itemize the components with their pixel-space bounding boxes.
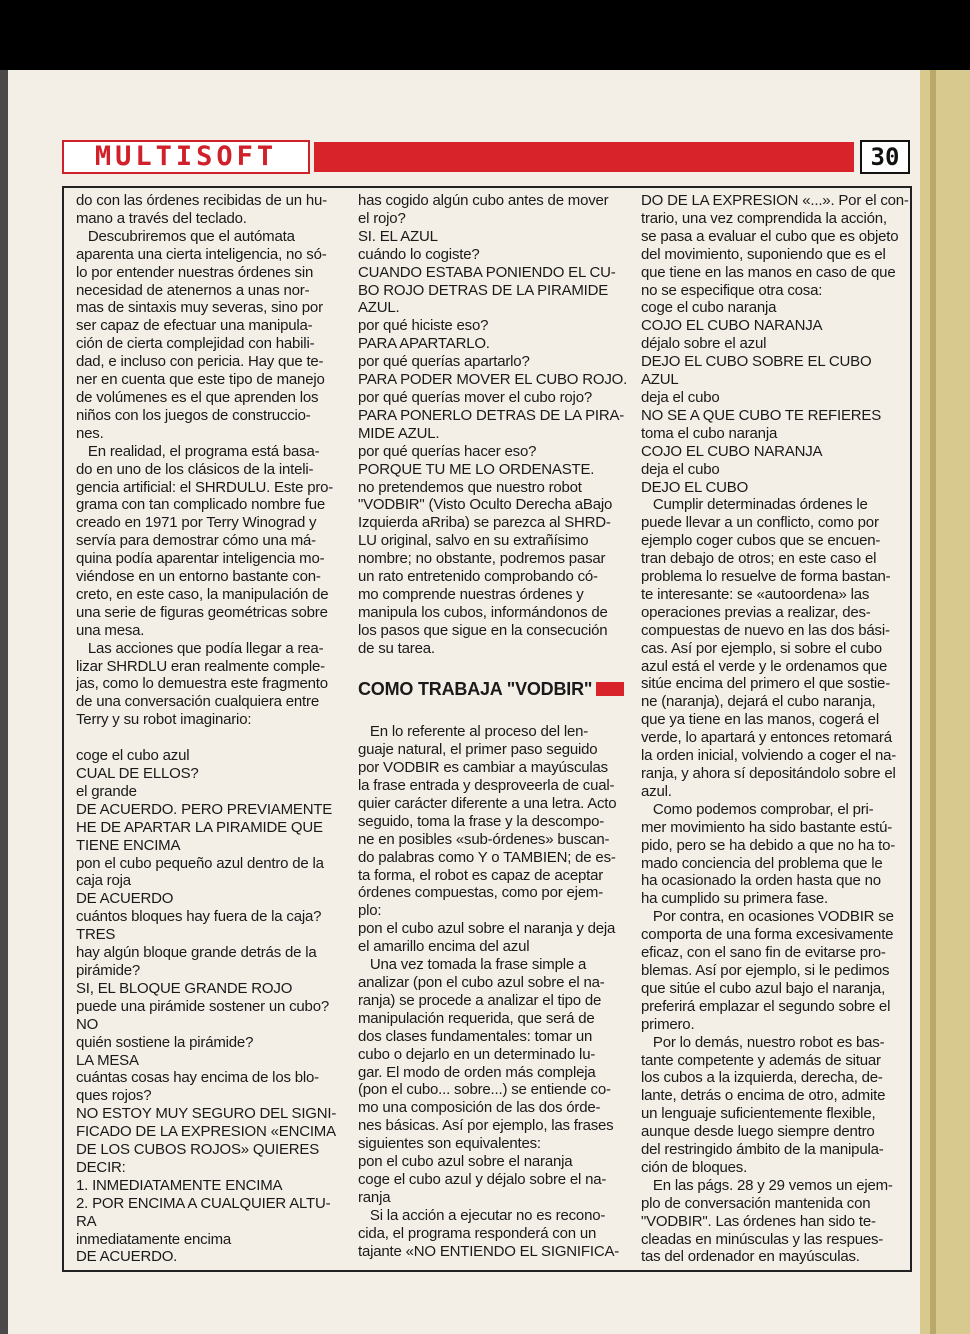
- magazine-name: MULTISOFT: [94, 141, 278, 172]
- subheading: COMO TRABAJA "VODBIR": [358, 681, 630, 699]
- page-fold-shadow: [930, 70, 936, 1334]
- page-header: [62, 140, 912, 174]
- column-2-text-top: has cogido algún cubo antes de mover el rojo? SI. EL AZUL cuándo lo cogiste? CUANDO ESTABA PONIENDO EL CU- BO ROJO DETRAS DE LA PIRAMIDE AZUL. por qué hiciste eso? PARA APARTARLO. por qué querías apartarlo? PARA PODER MOVER EL CUBO ROJO. por qué querías mover el cubo rojo? PARA PONERLO DETRAS DE LA PIRA- MIDE AZUL. por qué querías hacer eso? PORQUE TU ME LO ORDENASTE. no pretendemos que nuestro robot "VODBIR" (Visto Oculto Derecha aBajo Izquierda aRriba) se parezca al SHRD- LU original, salvo en su extrañísimo nombre; no obstante, podremos pasar un rato entretenido comprobando có- mo comprende nuestras órdenes y manipula los cubos, informándonos de los pasos que sigue en la consecución de su tarea.: [358, 192, 628, 657]
- next-page-edge: [920, 70, 970, 1334]
- column-2-text-bottom: En lo referente al proceso del len- guaje natural, el primer paso seguido por VODBIR es cambiar a mayúsculas la frase entrada y desproveerla de cual- quier carácter diferente a una letra. Acto seguido, toma la frase y la descompo- ne en posibles «sub-órdenes» buscan- do palabras como Y o TAMBIEN; de es- ta forma, el robot es capaz de aceptar órdenes compuestas, como por ejem- plo: pon el cubo azul sobre el naranja y deja el amarillo encima del azul Una vez tomada la frase simple a analizar (pon el cubo azul sobre el na- ranja) se procede a analizar el tipo de manipulación requerida, que será de dos clases fundamentales: tomar un cubo o dejarlo en un determinado lu- gar. El modo de orden más compleja (pon el cubo... sobre...) se entiende co- mo una composición de las dos órde- nes básicas. Así por ejemplo, las frases siguientes son equivalentes: pon el cubo azul sobre el naranja coge el cubo azul y déjalo sobre el na- ranja Si la acción a ejecutar no es recono- cida, el programa responderá con un tajante «NO ENTIENDO EL SIGNIFICA-: [358, 723, 620, 1260]
- column-1: do con las órdenes recibidas de un hu- mano a través del teclado. Descubriremos que el autómata aparenta una cierta inteligencia, no só- lo por entender nuestras órdenes sin necesidad de atenernos a unas nor- mas de sintaxis muy severas, sino por ser capaz de efectuar una manipula- ción de cierta complejidad con habili- dad, e incluso con pericia. Hay que te- ner en cuenta que este tipo de manejo de volúmenes es el que aprenden los niños con los juegos de construccio- nes. En realidad, el programa está basa- do en uno de los clásicos de la inteli- gencia artificial: el SHRDULU. Este pro- grama con tan complicado nombre fue creado en 1971 por Terry Winograd y servía para demostrar cómo una má- quina podía aparentar inteligencia mo- viéndose en un entorno bastante con- creto, en este caso, la manipulación de una serie de figuras geométricas sobre una mesa. Las acciones que podía llegar a rea- lizar SHRDLU eran realmente comple- jas, como lo demuestra este fragmento de una conversación cualquiera entre Terry y su robot imaginario: coge el cubo azul CUAL DE ELLOS? el grande DE ACUERDO. PERO PREVIAMENTE HE DE APARTAR LA PIRAMIDE QUE TIENE ENCIMA pon el cubo pequeño azul dentro de la caja roja DE ACUERDO cuántos bloques hay fuera de la caja? TRES hay algún bloque grande detrás de la pirámide? SI, EL BLOQUE GRANDE ROJO puede una pirámide sostener un cubo? NO quién sostiene la pirámide? LA MESA cuántas cosas hay encima de los blo- ques rojos? NO ESTOY MUY SEGURO DEL SIGNI- FICADO DE LA EXPRESION «ENCIMA DE LOS CUBOS ROJOS» QUIERES DECIR: 1. INMEDIATAMENTE ENCIMA 2. POR ENCIMA A CUALQUIER ALTU- RA inmediatamente encima DE ACUERDO.: [76, 192, 337, 1266]
- header-red-bar: [314, 142, 854, 172]
- magazine-logo: [62, 140, 310, 174]
- column-2: [358, 192, 630, 1266]
- page-number-box: [860, 140, 910, 174]
- column-3: DO DE LA EXPRESION «...». Por el con- trario, una vez comprendida la acción, se pasa a evaluar el cubo que es objeto del movimiento, suponiendo que es el que tiene en las manos en caso de que no se especifique otra cosa: coge el cubo naranja COJO EL CUBO NARANJA déjalo sobre el azul DEJO EL CUBO SOBRE EL CUBO AZUL deja el cubo NO SE A QUE CUBO TE REFIERES toma el cubo naranja COJO EL CUBO NARANJA deja el cubo DEJO EL CUBO Cumplir determinadas órdenes le puede llevar a un conflicto, como por ejemplo coger cubos que se encuen- tran debajo de otros; en este caso el problema lo resuelve de forma bastan- te interesante: se «autoordena» las operaciones previas a realizar, des- compuestas de nuevo en las dos bási- cas. Así por ejemplo, si sobre el cubo azul está el verde y le ordenamos que sitúe encima del primero el que sostie- ne (naranja), dejará el cubo naranja, que ya tiene en las manos, cogerá el verde, lo apartará y entonces retomará la orden inicial, volviendo a coger el na- ranja, y ahora sí depositándolo sobre el azul. Como podemos comprobar, el pri- mer movimiento ha sido bastante estú- pido, pero se ha debido a que no ha to- mado conciencia del problema que le ha ocasionado la orden hasta que no ha cumplido su primera fase. Por contra, en ocasiones VODBIR se comporta de una forma excesivamente eficaz, con el sano fin de evitarse pro- blemas. Así por ejemplo, si le pedimos que sitúe el cubo azul bajo el naranja, preferirá emplazar el segundo sobre el primero. Por lo demás, nuestro robot es bas- tante competente y además de situar los cubos a la izquierda, derecha, de- lante, detrás o encima de otro, admite un lenguaje suficientemente flexible, aunque desde luego siempre dentro del restringido ámbito de la manipula- ción de bloques. En las págs. 28 y 29 vemos un ejem- plo de conversación mantenida con "VODBIR". Las órdenes han sido te- cleadas en minúsculas y las respues- tas del ordenador en mayúsculas.: [641, 192, 909, 1266]
- page-number: 30: [870, 143, 900, 171]
